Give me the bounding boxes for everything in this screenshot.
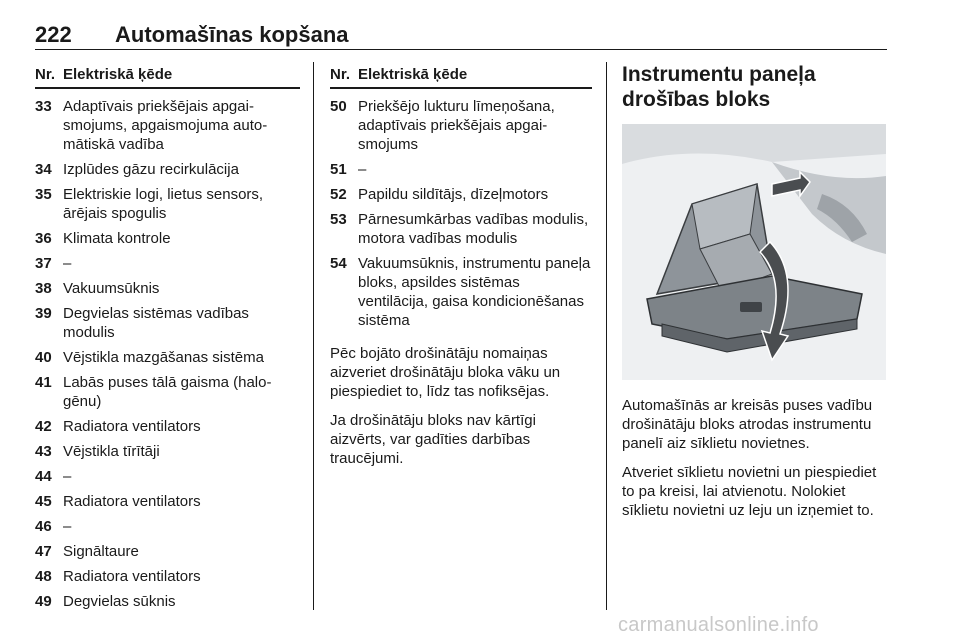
fuse-circuit: Vējstikla mazgāšanas sistēma (63, 349, 264, 366)
column-header-number: Nr. (35, 66, 56, 83)
fuse-number: 37 (35, 255, 52, 272)
fuse-number: 49 (35, 593, 52, 610)
fuse-circuit: Vakuumsūknis (63, 280, 160, 297)
fuse-row (330, 97, 592, 154)
fuse-row (35, 567, 300, 586)
fuse-number: 42 (35, 418, 52, 435)
fuse-circuit: Degvielas sūknis (63, 593, 176, 610)
fuse-number: 41 (35, 374, 52, 391)
fuse-row (35, 229, 300, 248)
fuse-row (330, 160, 592, 179)
fuse-number: 52 (330, 186, 347, 203)
chapter-title: Automašīnas kopšana (115, 22, 349, 47)
fuse-row (35, 279, 300, 298)
fuse-circuit: Radiatora ventilators (63, 493, 201, 510)
fuse-number: 35 (35, 186, 52, 203)
fuse-row (330, 185, 592, 204)
fuse-circuit: Signāltaure (63, 543, 139, 560)
fuse-box-illustration (622, 124, 886, 380)
fuse-circuit: Vējstikla tīrītāji (63, 443, 160, 460)
fuse-table-right (330, 66, 592, 468)
fuse-row (35, 348, 300, 367)
fuse-circuit: – (63, 468, 72, 485)
fuse-circuit: – (358, 161, 367, 178)
fuse-circuit: – (63, 518, 72, 535)
fuse-row (35, 417, 300, 436)
fuse-circuit: Izplūdes gāzu recirkulācija (63, 161, 239, 178)
fuse-row (35, 254, 300, 273)
fuse-row (35, 160, 300, 179)
fuse-circuit: Labās puses tālā gaisma (halogēnu) (63, 374, 272, 410)
table-header (330, 66, 592, 89)
column-header-circuit: Elektriskā ķēde (358, 66, 468, 83)
column-header-circuit: Elektriskā ķēde (63, 66, 173, 83)
fuse-number: 39 (35, 305, 52, 322)
watermark: carmanualsonline.info (618, 614, 819, 636)
fuse-row (35, 304, 300, 342)
page-number: 222 (35, 22, 72, 47)
fuse-row (330, 210, 592, 248)
fuse-number: 44 (35, 468, 52, 485)
fuse-circuit: Vakuumsūknis, instrumentu paneļa bloks, apsildes sistēmas ventilācija, gaisa kondicionēšanas sistēma (358, 255, 591, 329)
fuse-row (35, 592, 300, 611)
fuse-number: 51 (330, 161, 347, 178)
fuse-row (35, 467, 300, 486)
section-title: Instrumentu paneļa drošības bloks (622, 63, 816, 111)
fuse-circuit: Priekšējo lukturu līmeņošana, adaptīvais priekšējais apgaismojums (358, 98, 555, 153)
fuse-number: 46 (35, 518, 52, 535)
fuse-number: 53 (330, 211, 347, 228)
close-warning-paragraph: Ja drošinātāju bloks nav kārtīgi aizvērts, var gadīties darbības traucējumi. (330, 412, 536, 467)
fuse-circuit: Radiatora ventilators (63, 568, 201, 585)
fuse-number: 47 (35, 543, 52, 560)
fuse-circuit: Radiatora ventilators (63, 418, 201, 435)
open-instructions-paragraph: Atveriet sīklietu novietni un piespiediet to pa kreisi, lai atvienotu. Nolokiet sīklietu novietni uz leju un izņemiet to. (622, 464, 877, 519)
column-divider-2 (606, 62, 607, 610)
fuse-circuit: Degvielas sistēmas vadības modulis (63, 305, 249, 341)
fuse-number: 36 (35, 230, 52, 247)
fuse-table-left (35, 66, 300, 617)
fuse-number: 33 (35, 98, 52, 115)
fuse-number: 54 (330, 255, 347, 272)
location-paragraph: Automašīnās ar kreisās puses vadību drošinātāju bloks atrodas instrumentu panelī aiz sīklietu novietnes. (622, 397, 873, 452)
fuse-number: 43 (35, 443, 52, 460)
fuse-row (35, 492, 300, 511)
fuse-number: 38 (35, 280, 52, 297)
fuse-circuit: – (63, 255, 72, 272)
fuse-rows (35, 97, 300, 611)
fuse-number: 40 (35, 349, 52, 366)
fuse-row (35, 97, 300, 154)
fuse-circuit: Klimata kontrole (63, 230, 171, 247)
fuse-row (35, 373, 300, 411)
fuse-circuit: Papildu sildītājs, dīzeļmotors (358, 186, 549, 203)
fuse-row (35, 542, 300, 561)
fuse-row (35, 185, 300, 223)
fuse-row (35, 517, 300, 536)
column-header-number: Nr. (330, 66, 351, 83)
fuse-number: 45 (35, 493, 52, 510)
fuse-number: 34 (35, 161, 52, 178)
storage-compartment-drawing (622, 124, 886, 380)
fuse-row (330, 254, 592, 330)
instrument-panel-section (622, 62, 886, 520)
page-header (35, 22, 887, 50)
fuse-number: 50 (330, 98, 347, 115)
fuse-circuit: Elektriskie logi, lietus sensors, ārējais spogulis (63, 186, 264, 222)
fuse-circuit: Pārnesumkārbas vadības modulis, motora vadības modulis (358, 211, 589, 247)
table-header (35, 66, 300, 89)
column-divider-1 (313, 62, 314, 610)
fuse-rows (330, 97, 592, 330)
replace-fuse-paragraph: Pēc bojāto drošinātāju nomaiņas aizveriet drošinātāju bloka vāku un piespiediet to, līdz tas nofiksējas. (330, 345, 561, 400)
fuse-row (35, 442, 300, 461)
fuse-number: 48 (35, 568, 52, 585)
fuse-circuit: Adaptīvais priekšējais apgaismojums, apgaismojuma automātiskā vadība (63, 98, 268, 153)
